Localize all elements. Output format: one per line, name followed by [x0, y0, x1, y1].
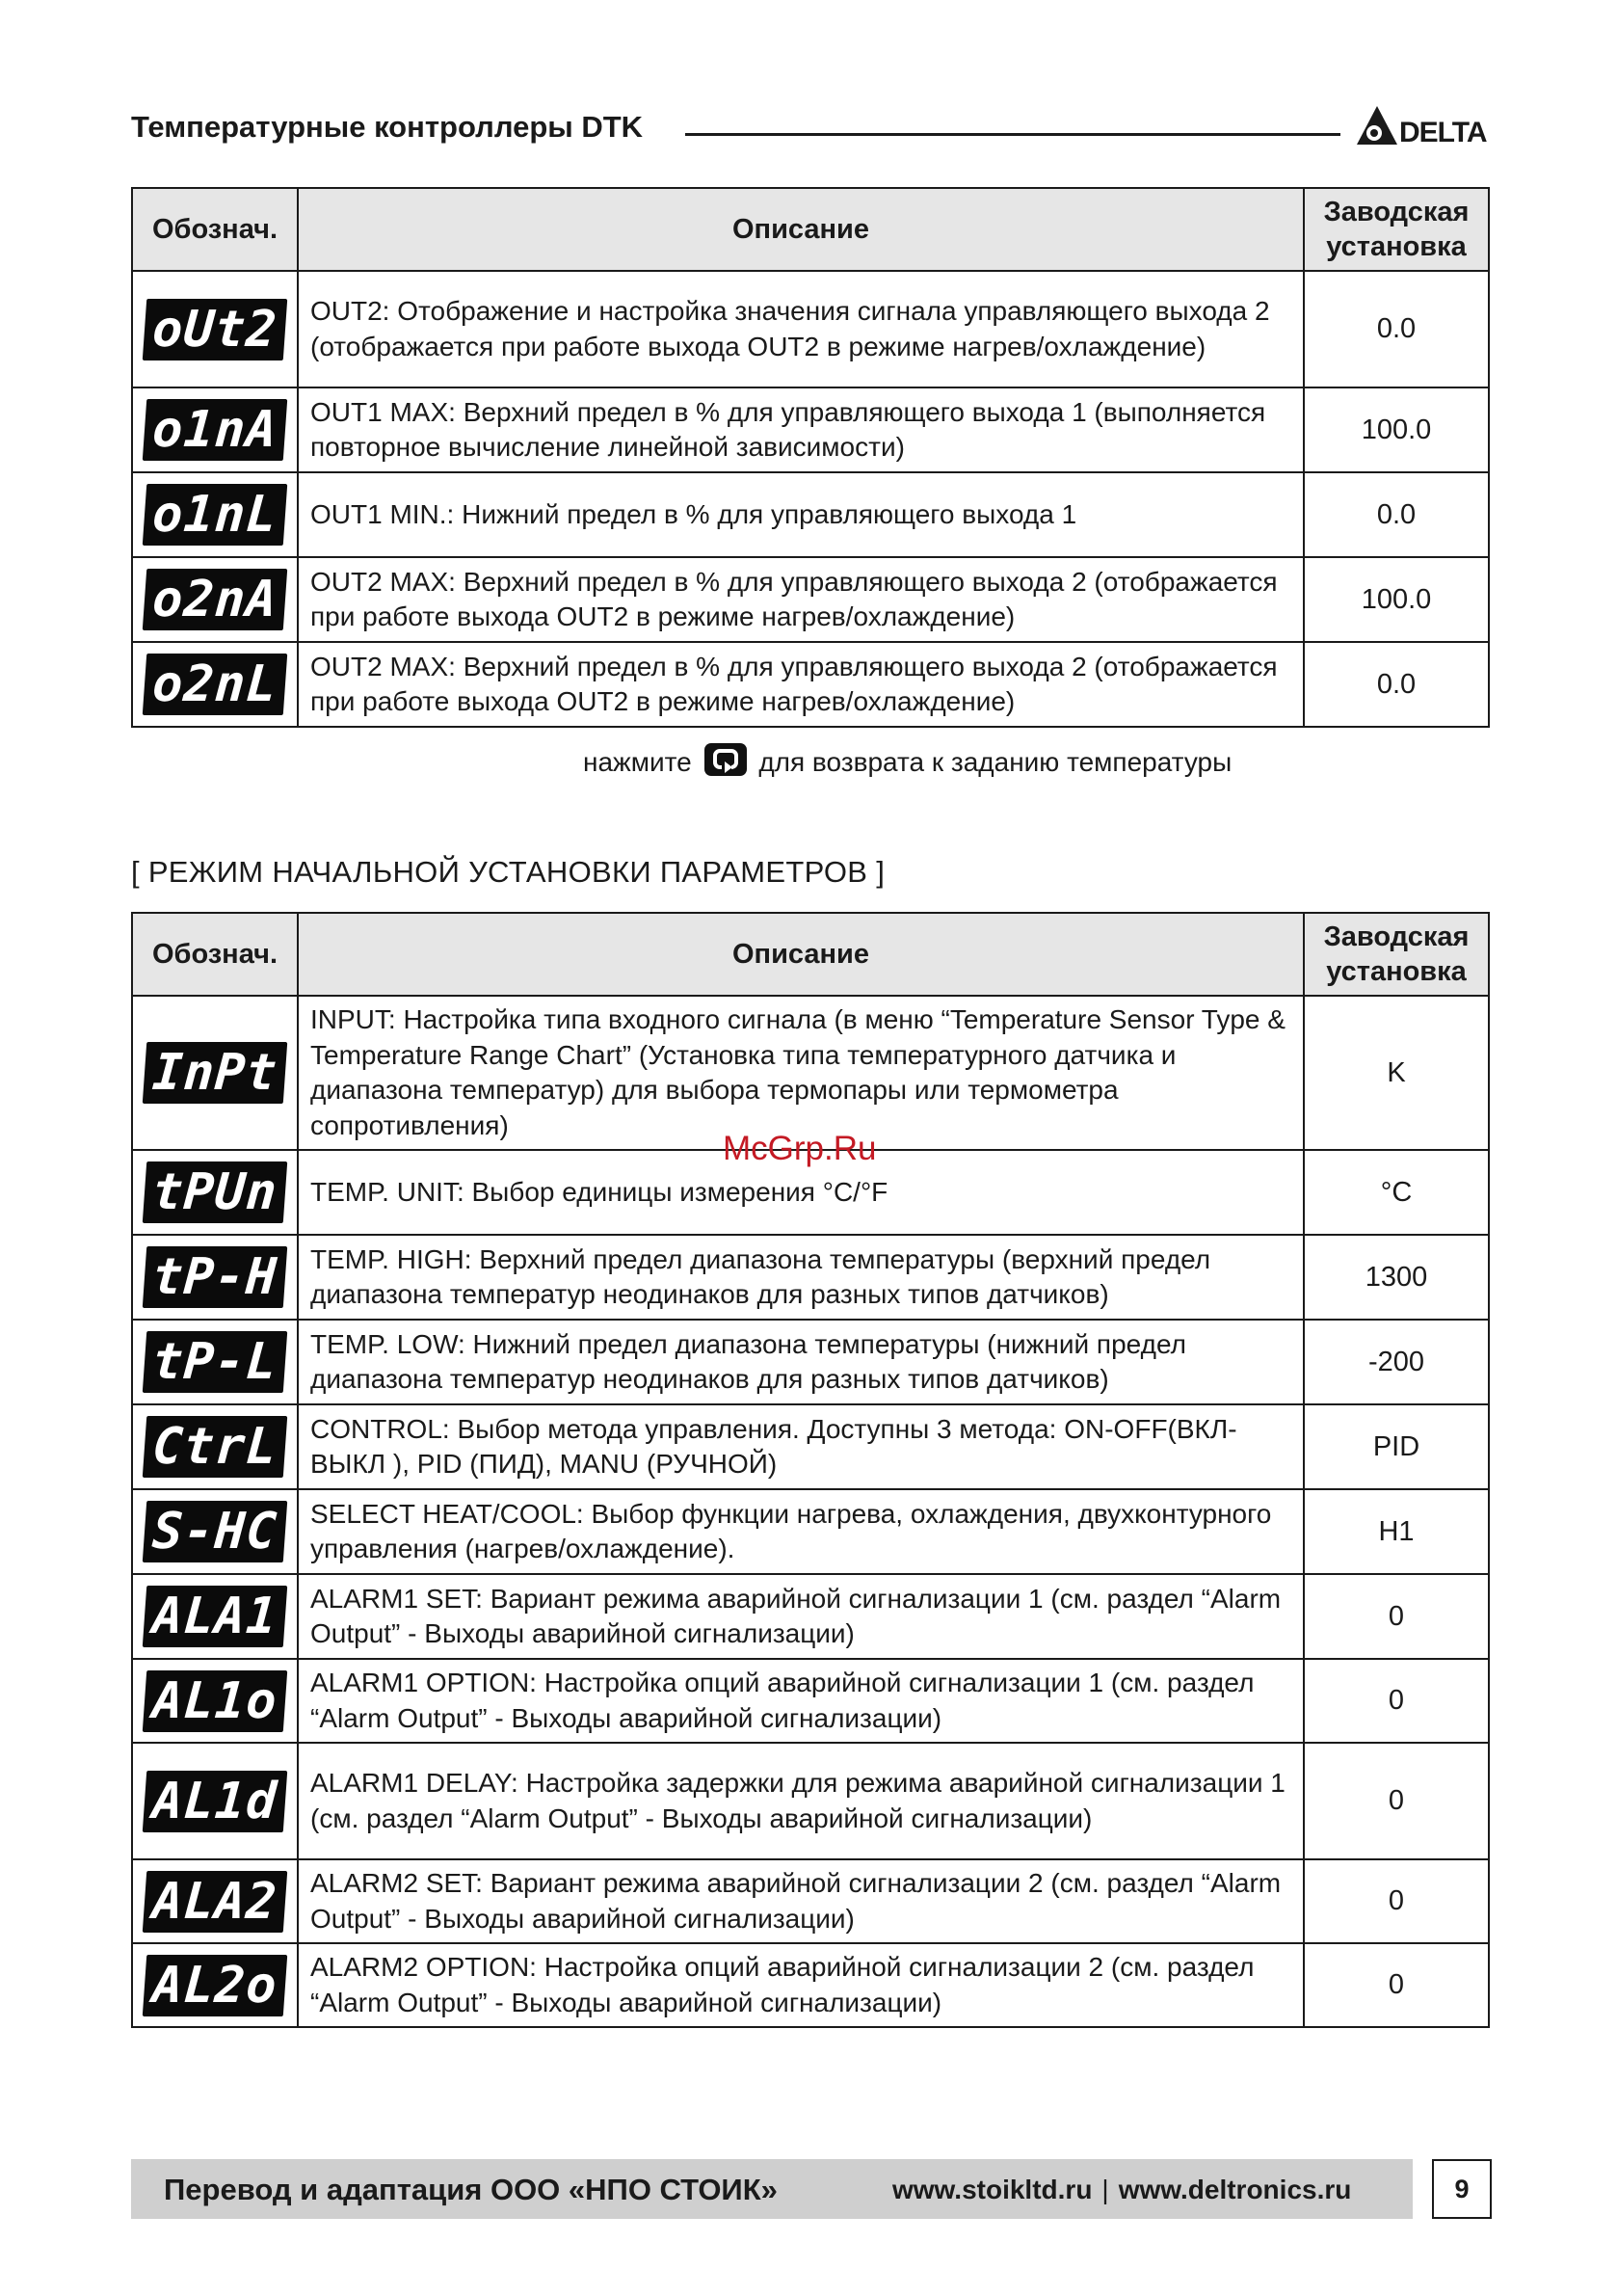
footer-link-stoik[interactable]: www.stoikltd.ru: [892, 2175, 1093, 2204]
note-after: для возврата к заданию температуры: [758, 747, 1233, 777]
lcd-code: tPUn: [143, 1161, 287, 1223]
table-row: [132, 1489, 1489, 1574]
table-row: [132, 1743, 1489, 1859]
row-default-value: 0: [1304, 1659, 1489, 1743]
table-row: [132, 557, 1489, 642]
footer-links: [892, 2175, 1351, 2205]
row-description: TEMP. LOW: Нижний предел диапазона температуры (нижний предел диапазона температур неодинаков для разных типов датчиков): [298, 1320, 1304, 1404]
col-header-default: Заводская установка: [1304, 188, 1489, 271]
table-row: [132, 1320, 1489, 1404]
page-title: Температурные контроллеры DTK: [131, 110, 644, 144]
table-row: [132, 1574, 1489, 1659]
row-default-value: 0.0: [1304, 472, 1489, 557]
row-description: ALARM1 SET: Вариант режима аварийной сигнализации 1 (см. раздел “Alarm Output” - Выходы аварийной сигнализации): [298, 1574, 1304, 1659]
row-default-value: H1: [1304, 1489, 1489, 1574]
lcd-code: S-HC: [143, 1501, 287, 1562]
row-default-value: 100.0: [1304, 557, 1489, 642]
table-header-row: [132, 913, 1489, 996]
col-header-default: Заводская установка: [1304, 913, 1489, 996]
row-description: TEMP. UNIT: Выбор единицы измерения °C/°F: [298, 1150, 1304, 1235]
table-row: [132, 387, 1489, 472]
table-header-row: [132, 188, 1489, 271]
table-row: [132, 271, 1489, 387]
lcd-code: tP-L: [143, 1331, 287, 1393]
delta-triangle-icon: [1355, 104, 1399, 147]
row-default-value: 100.0: [1304, 387, 1489, 472]
header-rule: [685, 133, 1340, 136]
row-default-value: °C: [1304, 1150, 1489, 1235]
lcd-code: o1nL: [143, 484, 287, 546]
row-default-value: 0: [1304, 1943, 1489, 2027]
footer-link-deltronics[interactable]: www.deltronics.ru: [1118, 2175, 1352, 2204]
row-description: OUT1 MIN.: Нижний предел в % для управляющего выхода 1: [298, 472, 1304, 557]
lcd-code: o2nL: [143, 654, 287, 715]
lcd-code: AL1o: [143, 1670, 287, 1732]
return-key-icon: [703, 742, 748, 777]
table-row: [132, 1659, 1489, 1743]
lcd-code: o2nA: [143, 569, 287, 630]
row-default-value: K: [1304, 996, 1489, 1150]
table-row: [132, 1859, 1489, 1943]
row-default-value: 0.0: [1304, 642, 1489, 727]
row-description: SELECT HEAT/COOL: Выбор функции нагрева, охлаждения, двухконтурного управления (нагрев/охлаждение).: [298, 1489, 1304, 1574]
row-default-value: 0: [1304, 1743, 1489, 1859]
row-description: OUT2 MAX: Верхний предел в % для управляющего выхода 2 (отображается при работе выхода OUT2 в режиме нагрев/охлаждение): [298, 557, 1304, 642]
params-table-2: [131, 912, 1490, 2028]
table-row: [132, 1943, 1489, 2027]
row-default-value: 0: [1304, 1574, 1489, 1659]
lcd-code: InPt: [143, 1042, 287, 1104]
col-header-desc: Описание: [298, 913, 1304, 996]
lcd-code: tP-H: [143, 1246, 287, 1308]
row-description: OUT2: Отображение и настройка значения сигнала управляющего выхода 2 (отображается при работе выхода OUT2 в режиме нагрев/охлаждение): [298, 271, 1304, 387]
row-description: INPUT: Настройка типа входного сигнала (в меню “Temperature Sensor Type & Temperature Range Chart” (Установка типа температурного датчика и диапазона температур) для выбора термопары или термометра сопротивления): [298, 996, 1304, 1150]
row-description: ALARM2 OPTION: Настройка опций аварийной сигнализации 2 (см. раздел “Alarm Output” - Выходы аварийной сигнализации): [298, 1943, 1304, 2027]
row-default-value: PID: [1304, 1404, 1489, 1489]
table-row: [132, 1235, 1489, 1320]
delta-logo: [1355, 104, 1490, 148]
lcd-code: oUt2: [143, 299, 287, 360]
lcd-code: CtrL: [143, 1416, 287, 1478]
row-description: TEMP. HIGH: Верхний предел диапазона температуры (верхний предел диапазона температур неодинаков для разных типов датчиков): [298, 1235, 1304, 1320]
table-row: [132, 472, 1489, 557]
col-header-code: Обознач.: [132, 188, 298, 271]
row-default-value: 0.0: [1304, 271, 1489, 387]
lcd-code: AL2o: [143, 1955, 287, 2016]
section-title: [ РЕЖИМ НАЧАЛЬНОЙ УСТАНОВКИ ПАРАМЕТРОВ ]: [131, 855, 886, 889]
params-table-1: [131, 187, 1490, 728]
note-before: нажмите: [583, 747, 692, 777]
footer-credit: Перевод и адаптация ООО «НПО СТОИК»: [164, 2173, 778, 2206]
row-description: OUT2 MAX: Верхний предел в % для управляющего выхода 2 (отображается при работе выхода OUT2 в режиме нагрев/охлаждение): [298, 642, 1304, 727]
col-header-code: Обознач.: [132, 913, 298, 996]
logo-text: DELTA: [1399, 117, 1487, 148]
col-header-desc: Описание: [298, 188, 1304, 271]
lcd-code: o1nA: [143, 399, 287, 461]
row-description: CONTROL: Выбор метода управления. Доступны 3 метода: ON-OFF(ВКЛ-ВЫКЛ ), PID (ПИД), MANU (РУЧНОЙ): [298, 1404, 1304, 1489]
row-default-value: 1300: [1304, 1235, 1489, 1320]
lcd-code: AL1d: [143, 1771, 287, 1832]
table-row: [132, 996, 1489, 1150]
table-row: [132, 642, 1489, 727]
watermark: McGrp.Ru: [723, 1130, 877, 1167]
row-description: ALARM2 SET: Вариант режима аварийной сигнализации 2 (см. раздел “Alarm Output” - Выходы аварийной сигнализации): [298, 1859, 1304, 1943]
table-row: [132, 1404, 1489, 1489]
lcd-code: ALA1: [143, 1586, 287, 1647]
page-header: [131, 104, 1490, 154]
row-description: ALARM1 DELAY: Настройка задержки для режима аварийной сигнализации 1 (см. раздел “Alarm Output” - Выходы аварийной сигнализации): [298, 1743, 1304, 1859]
page-footer: [131, 2159, 1413, 2219]
row-description: ALARM1 OPTION: Настройка опций аварийной сигнализации 1 (см. раздел “Alarm Output” - Выходы аварийной сигнализации): [298, 1659, 1304, 1743]
row-default-value: -200: [1304, 1320, 1489, 1404]
footer-separator: |: [1101, 2175, 1109, 2204]
lcd-code: ALA2: [143, 1871, 287, 1933]
return-note: [583, 742, 1232, 778]
row-description: OUT1 MAX: Верхний предел в % для управляющего выхода 1 (выполняется повторное вычисление линейной зависимости): [298, 387, 1304, 472]
page-number: 9: [1432, 2159, 1492, 2219]
row-default-value: 0: [1304, 1859, 1489, 1943]
